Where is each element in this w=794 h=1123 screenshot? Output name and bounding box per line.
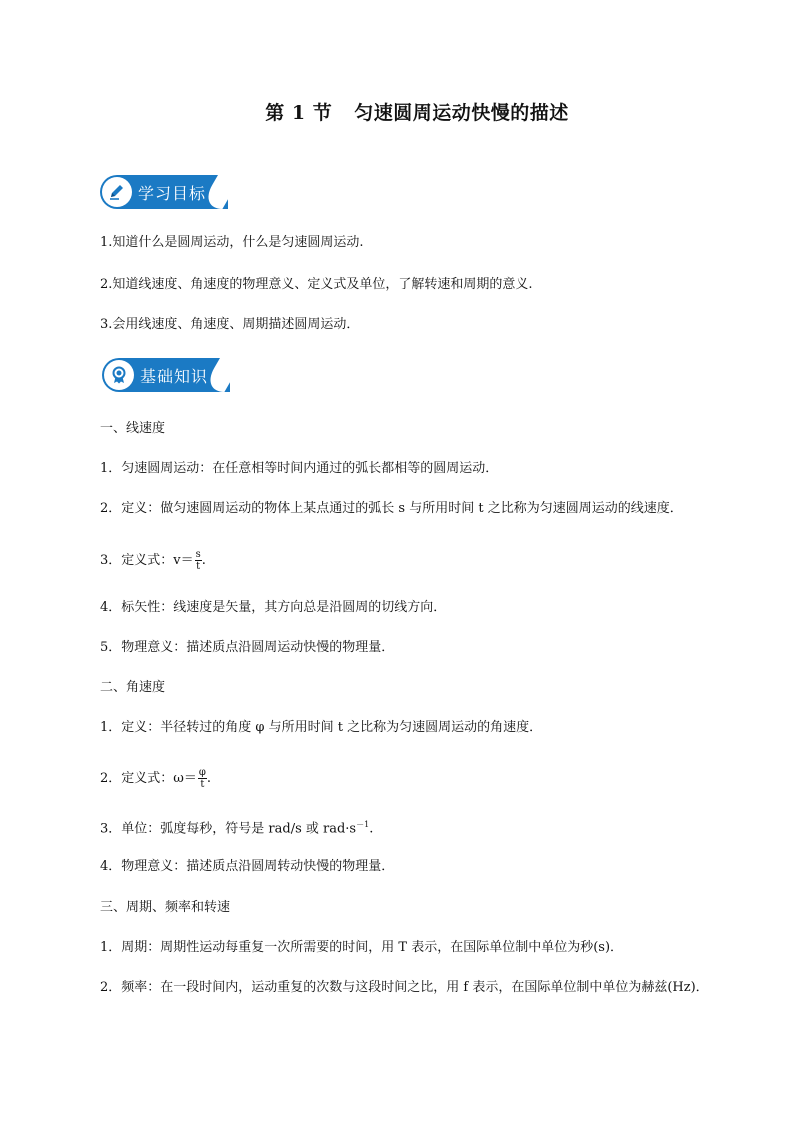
sec3-item-2: 2．频率：在一段时间内，运动重复的次数与这段时间之比，用 f 表示，在国际单位制中单位为赫兹(Hz)． (100, 980, 709, 995)
ribbon-icon (104, 360, 134, 390)
goal-1: 1.知道什么是圆周运动，什么是匀速圆周运动. (100, 235, 364, 250)
sec2-item-3: 3．单位：弧度每秒，符号是 rad/s 或 $rad\cdot s^{-1}$. (100, 820, 374, 837)
section-heading-angular: 二、角速度 (100, 680, 166, 695)
sec1-item-2: 2．定义：做匀速圆周运动的物体上某点通过的弧长 s 与所用时间 t 之比称为匀速圆周运动的线速度． (100, 501, 683, 516)
section-heading-linear: 一、线速度 (100, 421, 166, 436)
sec2-item-2: 2．定义式：ω＝ $\frac{\varphi}{t}$ . (100, 767, 212, 790)
sec2-item-1: 1．定义：半径转过的角度 φ 与所用时间 t 之比称为匀速圆周运动的角速度． (100, 720, 543, 735)
fraction-phi-over-t: $\frac{\varphi}{t}$ (198, 767, 206, 790)
page-title (0, 98, 794, 125)
section-number: 第 1 节 (265, 102, 333, 124)
goal-2: 2.知道线速度、角速度的物理意义、定义式及单位，了解转速和周期的意义. (100, 277, 533, 292)
sec1-item-3: 3．定义式：v＝ $\frac{s}{t}$ . (100, 549, 206, 572)
goals-badge (100, 175, 228, 209)
sec1-item-1: 1．匀速圆周运动：在任意相等时间内通过的弧长都相等的圆周运动． (100, 461, 499, 476)
goal-3: 3.会用线速度、角速度、周期描述圆周运动． (100, 317, 360, 332)
goals-badge-label: 学习目标 (138, 184, 207, 203)
sec2-item-4: 4．物理意义：描述质点沿圆周转动快慢的物理量． (100, 859, 395, 874)
section-name: 匀速圆周运动快慢的描述 (354, 102, 569, 124)
sec1-item-5: 5．物理意义：描述质点沿圆周运动快慢的物理量． (100, 640, 395, 655)
sec3-item-1: 1．周期：周期性运动每重复一次所需要的时间，用 T 表示，在国际单位制中单位为秒(s)． (100, 940, 624, 955)
sec1-item-4: 4．标矢性：线速度是矢量，其方向总是沿圆周的切线方向． (100, 600, 447, 615)
section-heading-period: 三、周期、频率和转速 (100, 900, 231, 915)
basics-badge-label: 基础知识 (140, 367, 209, 386)
basics-badge (102, 358, 230, 392)
pencil-icon (102, 177, 132, 207)
fraction-s-over-t: $\frac{s}{t}$ (195, 549, 201, 572)
